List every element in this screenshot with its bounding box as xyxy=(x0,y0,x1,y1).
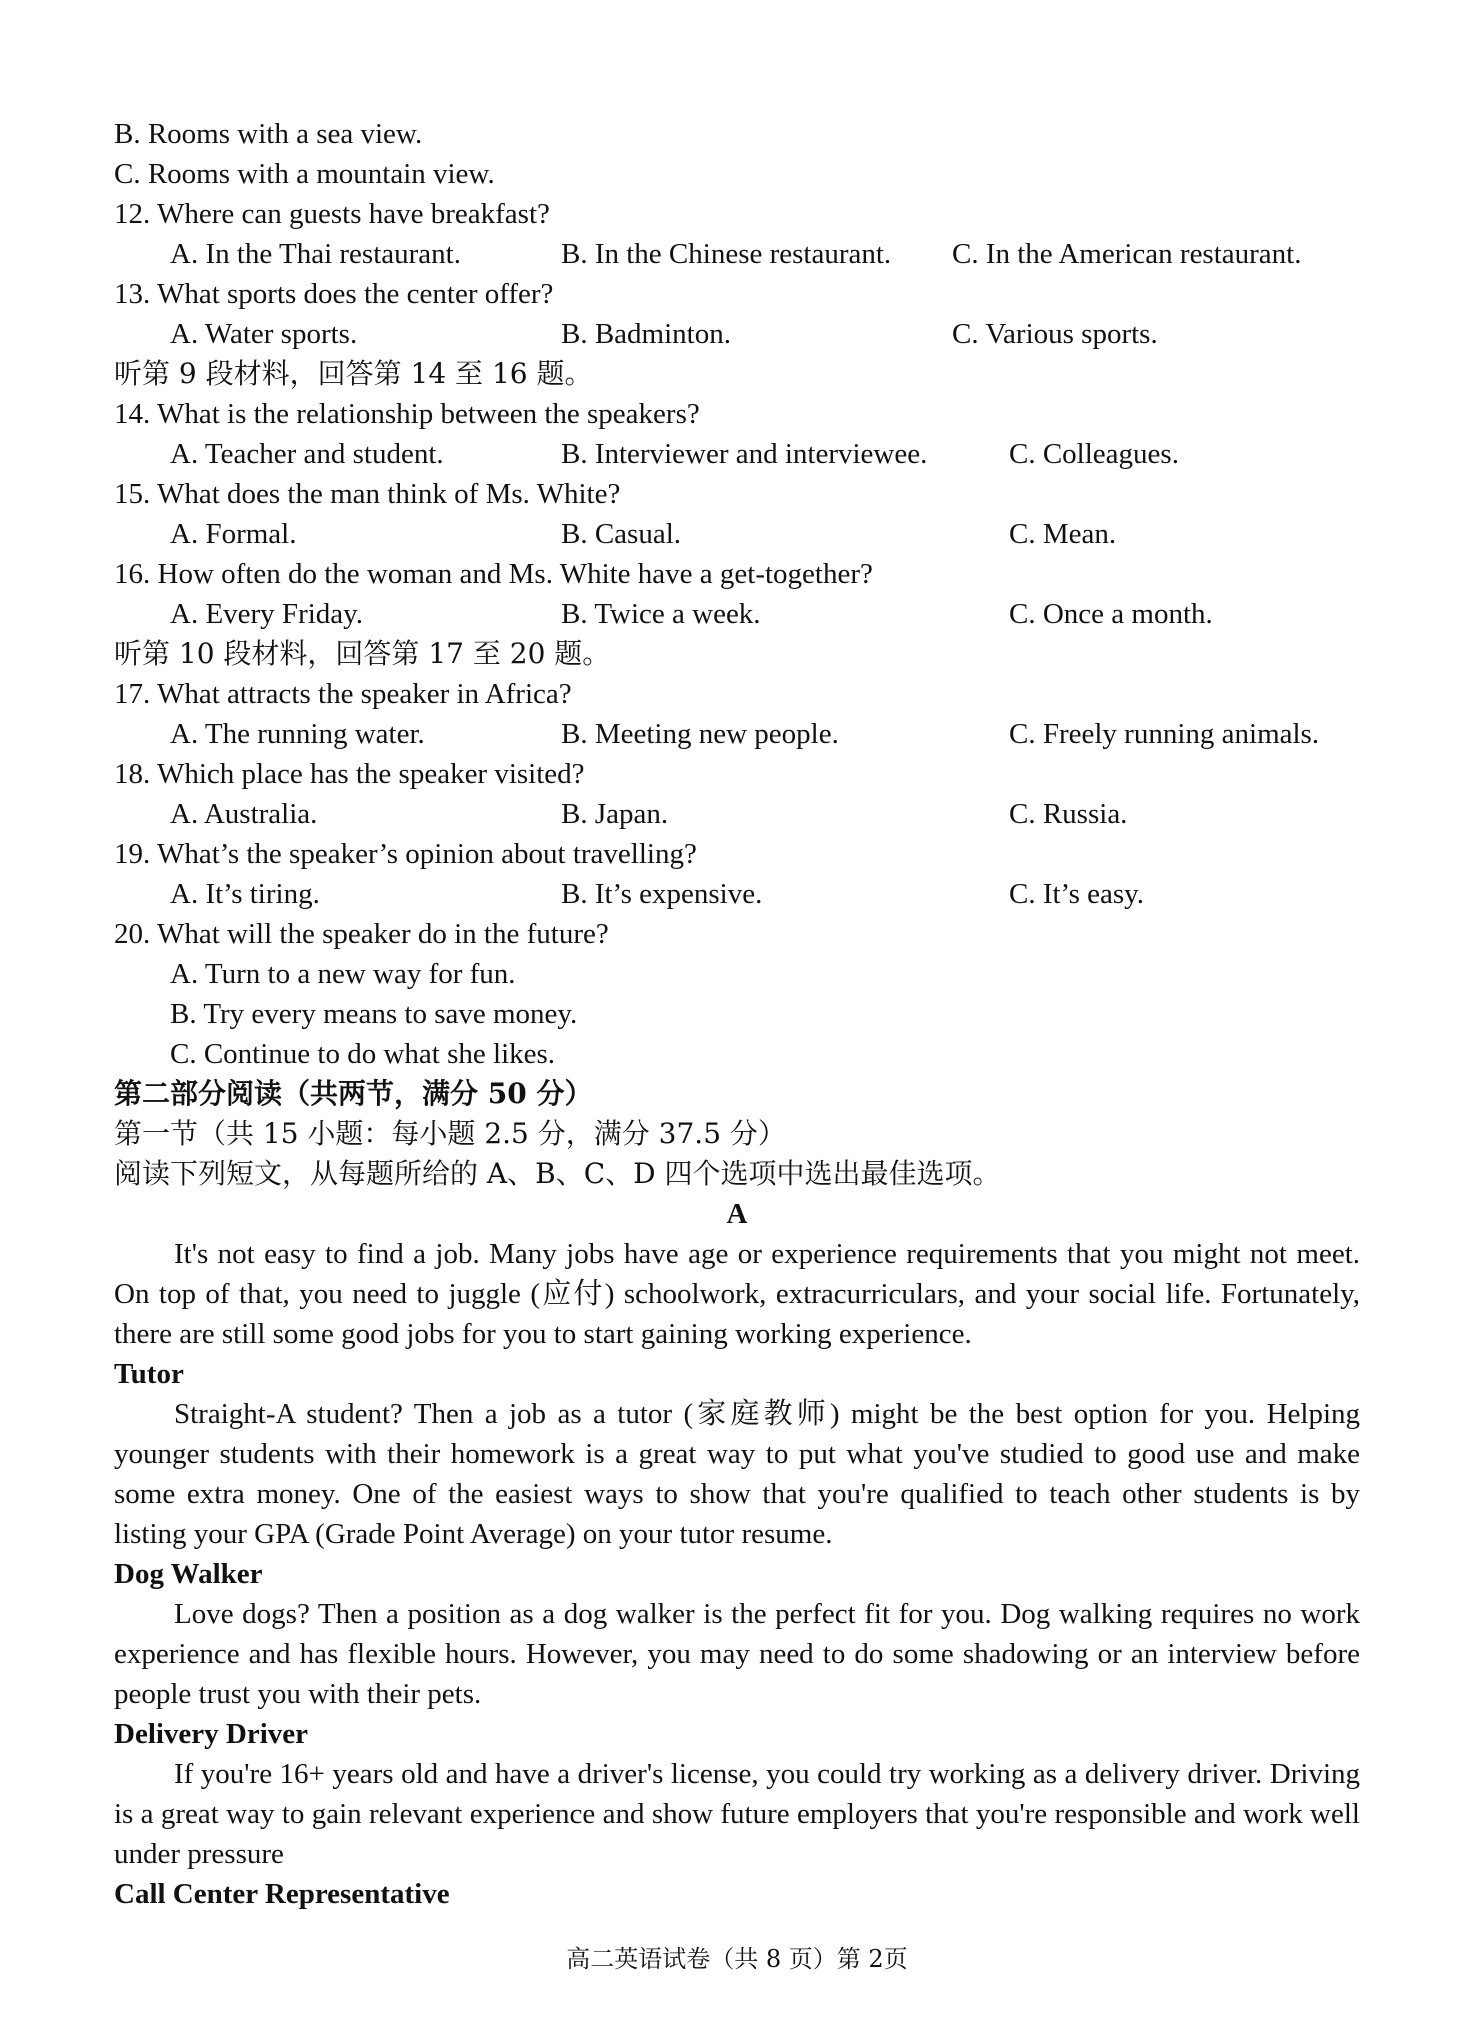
question-14: 14. What is the relationship between the speakers? xyxy=(114,398,700,430)
question-20: 20. What will the speaker do in the future? xyxy=(114,918,609,950)
option-a: A. Every Friday. xyxy=(170,598,364,630)
passage-intro: It's not easy to find a job. Many jobs have age or experience requirements that you might not meet. On top of that, you need to juggle (应付) schoolwork, extracurriculars, and your social life. Fortunately, there are still some good jobs for you to start gaining working experience. xyxy=(114,1238,1360,1350)
page-footer: 高二英语试卷（共 8 页）第 2页 xyxy=(566,1945,908,1973)
option-a: A. It’s tiring. xyxy=(170,878,320,910)
question-18: 18. Which place has the speaker visited? xyxy=(114,758,585,790)
paragraph-delivery-driver: If you're 16+ years old and have a driver's license, you could try working as a delivery driver. Driving is a great way to gain relevant experience and show future employers that you're responsible and work well under pressure xyxy=(114,1758,1360,1870)
option-a: A. Teacher and student. xyxy=(170,438,444,470)
option-line: C. Rooms with a mountain view. xyxy=(114,158,495,190)
listening-instruction-9: 听第 9 段材料，回答第 14 至 16 题。 xyxy=(114,357,593,390)
option-c: C. Freely running animals. xyxy=(1009,718,1320,750)
heading-tutor: Tutor xyxy=(114,1358,184,1390)
option-c: C. It’s easy. xyxy=(1009,878,1145,910)
option-a: A. Australia. xyxy=(170,798,318,830)
section-one-title: 第一节（共 15 小题：每小题 2.5 分，满分 37.5 分） xyxy=(114,1117,786,1150)
question-17: 17. What attracts the speaker in Africa? xyxy=(114,678,572,710)
question-19: 19. What’s the speaker’s opinion about travelling? xyxy=(114,838,697,870)
option-b: B. Japan. xyxy=(561,798,669,830)
option-b: B. In the Chinese restaurant. xyxy=(561,238,892,270)
question-13: 13. What sports does the center offer? xyxy=(114,278,554,310)
options-15 xyxy=(114,514,1360,554)
options-13 xyxy=(114,314,1360,354)
paragraph-tutor: Straight-A student? Then a job as a tutor (家庭教师) might be the best option for you. Helping younger students with their homework is a great way to put what you've studied to good use and make some extra money. One of the easiest ways to show that you're qualified to teach other students is by listing your GPA (Grade Point Average) on your tutor resume. xyxy=(114,1398,1360,1550)
option-c: C. Colleagues. xyxy=(1009,438,1179,470)
question-16: 16. How often do the woman and Ms. White have a get-together? xyxy=(114,558,873,590)
option-a: A. In the Thai restaurant. xyxy=(170,238,461,270)
reading-instruction: 阅读下列短文，从每题所给的 A、B、C、D 四个选项中选出最佳选项。 xyxy=(114,1157,1001,1190)
option-c: C. Various sports. xyxy=(952,318,1158,350)
heading-dog-walker: Dog Walker xyxy=(114,1558,263,1590)
option-b: B. Try every means to save money. xyxy=(170,998,578,1030)
option-b: B. Badminton. xyxy=(561,318,731,350)
question-12: 12. Where can guests have breakfast? xyxy=(114,198,550,230)
exam-page xyxy=(114,114,1360,1914)
option-b: B. Twice a week. xyxy=(561,598,761,630)
option-a: A. Formal. xyxy=(170,518,297,550)
option-line: B. Rooms with a sea view. xyxy=(114,118,423,150)
option-a: A. Turn to a new way for fun. xyxy=(170,958,516,990)
options-17 xyxy=(114,714,1360,754)
paragraph-dog-walker: Love dogs? Then a position as a dog walker is the perfect fit for you. Dog walking requires no work experience and has flexible hours. However, you may need to do some shadowing or an interview before people trust you with their pets. xyxy=(114,1598,1360,1710)
option-b: B. Casual. xyxy=(561,518,682,550)
options-19 xyxy=(114,874,1360,914)
option-c: C. Russia. xyxy=(1009,798,1128,830)
heading-delivery-driver: Delivery Driver xyxy=(114,1718,309,1750)
part-two-title: 第二部分阅读（共两节，满分 50 分） xyxy=(114,1077,593,1110)
listening-instruction-10: 听第 10 段材料，回答第 17 至 20 题。 xyxy=(114,637,611,670)
options-12 xyxy=(114,234,1360,274)
option-c: C. Mean. xyxy=(1009,518,1117,550)
option-a: A. The running water. xyxy=(170,718,425,750)
option-b: B. Interviewer and interviewee. xyxy=(561,438,928,470)
passage-letter: A xyxy=(726,1198,748,1230)
options-18 xyxy=(114,794,1360,834)
option-c: C. In the American restaurant. xyxy=(952,238,1302,270)
question-15: 15. What does the man think of Ms. White? xyxy=(114,478,621,510)
option-b: B. It’s expensive. xyxy=(561,878,763,910)
options-14 xyxy=(114,434,1360,474)
option-c: C. Once a month. xyxy=(1009,598,1213,630)
options-20-c xyxy=(114,1034,1360,1074)
heading-call-center: Call Center Representative xyxy=(114,1878,450,1910)
option-c: C. Continue to do what she likes. xyxy=(170,1038,556,1070)
option-b: B. Meeting new people. xyxy=(561,718,839,750)
options-16 xyxy=(114,594,1360,634)
option-a: A. Water sports. xyxy=(170,318,358,350)
options-20-b xyxy=(114,994,1360,1034)
options-20-a xyxy=(114,954,1360,994)
